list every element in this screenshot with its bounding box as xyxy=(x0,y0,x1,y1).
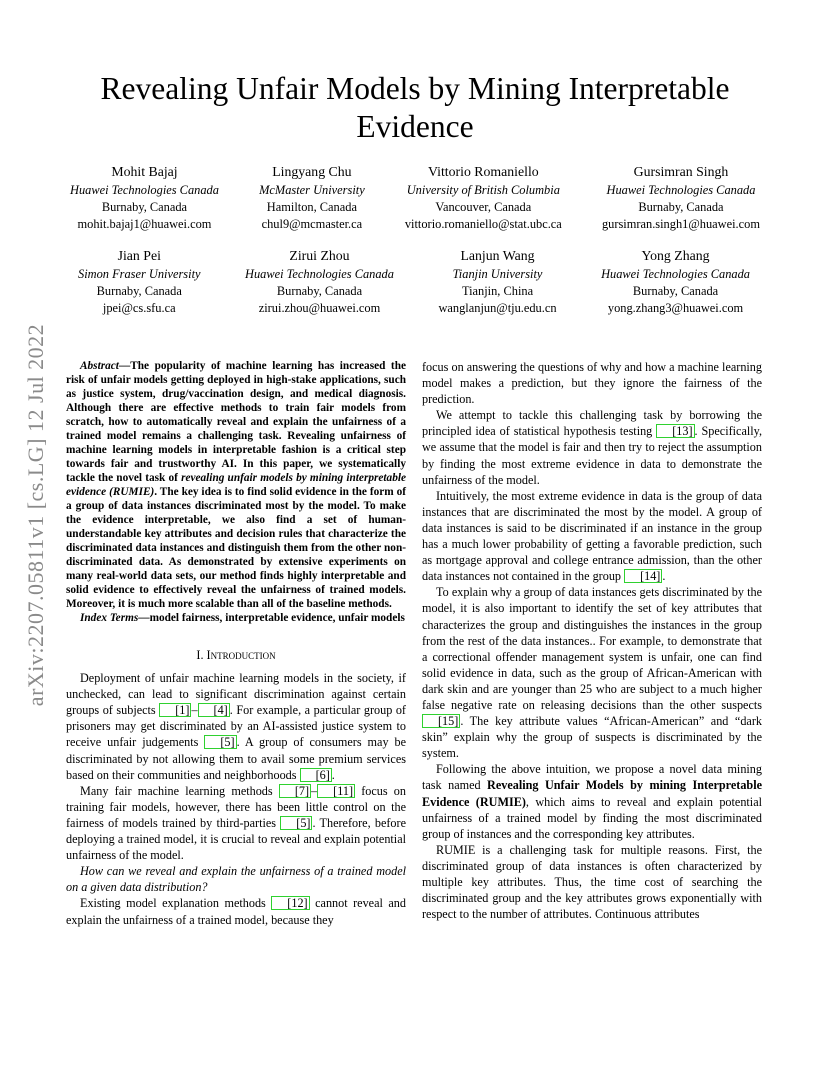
author-email: wanglanjun@tju.edu.cn xyxy=(438,301,557,315)
author-name: Zirui Zhou xyxy=(289,248,350,263)
author-email: vittorio.romaniello@stat.ubc.ca xyxy=(404,217,562,231)
paragraph: Following the above intuition, we propose a novel data mining task named Revealing Unfair Models by mining Interpretable Evidence (RUMIE), which aims to reveal and explain potential unfairness of a trained model by finding the most discriminated group of instances and the corresponding key attributes. xyxy=(422,762,762,841)
abstract-label: Abstract xyxy=(80,360,119,372)
section-heading: I. Introduction xyxy=(196,648,276,662)
author-block xyxy=(245,247,394,317)
paragraph: Existing model explanation methods [12] cannot reveal and explain the unfairness of a trained model, because they xyxy=(66,896,406,927)
author-name: Yong Zhang xyxy=(641,248,710,263)
author-email: zirui.zhou@huawei.com xyxy=(258,301,381,315)
paragraph: Deployment of unfair machine learning models in the society, if unchecked, can lead to significant discrimination against certain groups of subjects [1] – [4] . For example, a particular group of prisoners may get discriminated by an AI-assisted justice system to receive unfair judgements [5] . A group of consumers may be discriminated by not allowing them to avail some premium services based on their communities and neighborhoods [6] . xyxy=(66,671,407,782)
citation-link[interactable]: [14] xyxy=(624,569,662,583)
author-email: chul9@mcmaster.ca xyxy=(261,217,363,231)
author-email: mohit.bajaj1@huawei.com xyxy=(77,217,212,231)
abstract-text-cont: . The key idea is to find solid evidence in the form of a group of data instances discriminated most by the model. To make the evidence interpretable, we also find a set of human-understandable key attributes and decision rules that characterize the discriminated data instances and distinguish them from the other non-discriminated data. As demonstrated by extensive experiments on many real-world data sets, our method finds highly interpretable and solid evidence to effectively reveal the unfairness of trained models. Moreover, it is much more scalable than all of the baseline methods. xyxy=(66,486,406,610)
abstract-task-name: revealing unfair models by mining interpretable evidence (RUMIE) xyxy=(66,472,406,498)
citation-link[interactable]: [12] xyxy=(271,896,309,910)
author-email: gursimran.singh1@huawei.com xyxy=(601,217,760,231)
author-block xyxy=(438,247,556,317)
author-block xyxy=(405,163,562,233)
abstract xyxy=(66,359,406,611)
task-name: Revealing Unfair Models by mining Interpretable Evidence (RUMIE) xyxy=(422,778,762,809)
paragraph: To explain why a group of data instances gets discriminated by the model, it is also important to identify the set of key attributes that characterizes the group and distinguishes the instances in the group from the rest of the data instances.. For example, to demonstrate that a correctional offender management system is unfair, one can find solid evidence in data, such as the group of African-American with dark skin and are younger than 25 who are subject to a much higher false negative rate on releasing decisions than the other suspects [15] . The key attribute values “African-American” and “dark skin” explain why the group of suspects is discriminated by the system. xyxy=(422,585,762,761)
authors-row-1 xyxy=(70,163,760,233)
index-terms xyxy=(66,611,406,625)
author-location: Vancouver, Canada xyxy=(435,200,532,214)
citation-link[interactable]: [11] xyxy=(317,784,355,798)
author-name: Vittorio Romaniello xyxy=(427,164,539,179)
arxiv-identifier: arXiv:2207.05811v1 [cs.LG] 12 Jul 2022 xyxy=(23,323,48,707)
paragraph: We attempt to tackle this challenging task by borrowing the principled idea of statistical hypothesis testing [13] . Specifically, we assume that the model is fair and then try to reject the assumption by finding the most extreme evidence in data to demonstrate the unfairness of the model. xyxy=(422,408,762,487)
author-location: Burnaby, Canada xyxy=(276,284,363,298)
author-location: Burnaby, Canada xyxy=(632,284,719,298)
author-block xyxy=(259,163,365,233)
author-location: Hamilton, Canada xyxy=(266,200,357,214)
authors-row-2 xyxy=(78,247,750,317)
author-name: Mohit Bajaj xyxy=(111,164,178,179)
author-email: yong.zhang3@huawei.com xyxy=(607,301,744,315)
citation-link[interactable]: [13] xyxy=(656,424,694,438)
author-affiliation: McMaster University xyxy=(259,183,365,197)
abstract-text: —The popularity of machine learning has increased the risk of unfair models getting deployed in high-stake applications, such as justice system, drug/vaccination design, and medical diagnosis. Although there are effective methods to train fair models from scratch, how to automatically reveal and explain the unfairness of a trained model remains a challenging task. Revealing unfairness of machine learning models in interpretable fashion is a critical step towards fair and trustworthy AI. In this paper, we systematically tackle the novel task of xyxy=(66,360,406,484)
author-block xyxy=(602,163,760,233)
paragraph: RUMIE is a challenging task for multiple reasons. First, the discriminated group of data instances is often characterized by multiple key attributes. Thus, the time cost of searching the discriminated group and the key attributes grows exponentially with respect to the number of attributes. Continuous attributes xyxy=(422,842,762,922)
paragraph: focus on answering the questions of why and how a machine learning model makes a prediction, but they ignore the fairness of the prediction. xyxy=(422,360,762,407)
author-name: Lanjun Wang xyxy=(460,248,535,263)
author-location: Tianjin, China xyxy=(461,284,534,298)
arxiv-stamp xyxy=(10,295,62,735)
author-affiliation: Huawei Technologies Canada xyxy=(606,183,756,197)
author-affiliation: Tianjin University xyxy=(452,267,543,281)
author-name: Gursimran Singh xyxy=(633,164,729,179)
author-block xyxy=(70,163,219,233)
author-affiliation: Huawei Technologies Canada xyxy=(601,267,750,281)
paper-title: Revealing Unfair Models by Mining Interpretable Evidence xyxy=(100,71,730,144)
index-terms-text: —model fairness, interpretable evidence, unfair models xyxy=(138,612,405,624)
paragraph: Intuitively, the most extreme evidence in data is the group of data instances that are discriminated the most by the model. A group of data instances is said to be discriminated if an instance in the group has a much lower probability of getting a favorable prediction, such as mortgage approval and college entrance admission, than the other data instances not contained in the group [14] . xyxy=(422,488,762,584)
citation-link[interactable]: [7] xyxy=(279,784,311,798)
citation-link[interactable]: [4] xyxy=(198,703,230,717)
index-terms-label: Index Terms xyxy=(80,612,139,624)
right-column xyxy=(422,359,762,922)
author-affiliation: Simon Fraser University xyxy=(78,267,201,281)
citation-link[interactable]: [5] xyxy=(280,816,312,830)
left-column xyxy=(66,359,406,928)
paragraph: Many fair machine learning methods [7] – [11] focus on training fair models, however, there has been little control on the fairness of models trained by third-parties [5] . Therefore, before deploying a trained model, it is crucial to reveal and explain potential unfairness of the model. xyxy=(66,783,406,863)
author-location: Burnaby, Canada xyxy=(101,200,188,214)
research-question: How can we reveal and explain the unfairness of a trained model on a given data distribution? xyxy=(66,864,406,895)
author-affiliation: University of British Columbia xyxy=(406,183,560,197)
author-affiliation: Huawei Technologies Canada xyxy=(245,267,394,281)
author-email: jpei@cs.sfu.ca xyxy=(102,301,176,315)
citation-link[interactable]: [15] xyxy=(422,714,460,728)
author-block xyxy=(78,247,201,317)
author-affiliation: Huawei Technologies Canada xyxy=(70,183,219,197)
author-name: Lingyang Chu xyxy=(272,164,352,179)
citation-link[interactable]: [1] xyxy=(159,703,191,717)
author-block xyxy=(601,247,750,317)
author-name: Jian Pei xyxy=(117,248,161,263)
author-location: Burnaby, Canada xyxy=(96,284,182,298)
citation-link[interactable]: [5] xyxy=(204,735,236,749)
author-location: Burnaby, Canada xyxy=(638,200,724,214)
citation-link[interactable]: [6] xyxy=(300,768,332,782)
